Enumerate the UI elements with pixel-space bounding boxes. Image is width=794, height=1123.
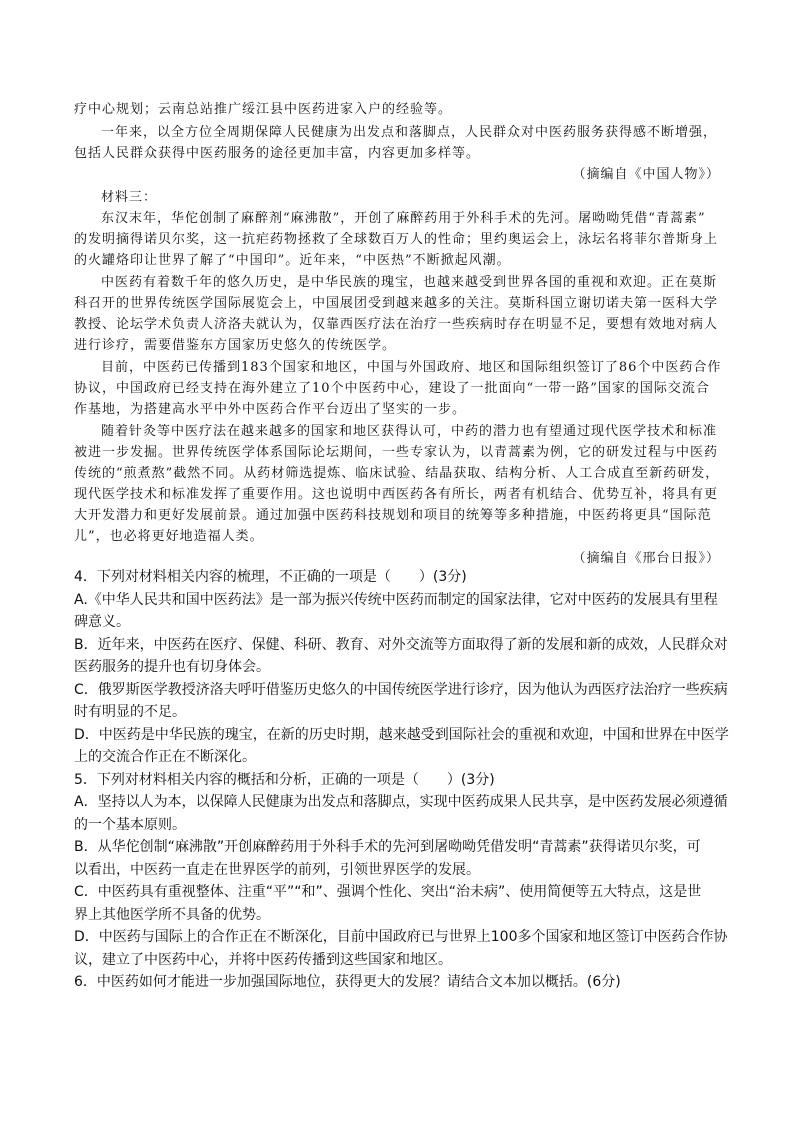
option-c: 界上其他医学所不具备的优势。 [74, 907, 270, 923]
passage-line: 中医药有着数千年的悠久历史，是中华民族的瑰宝，也越来越受到世界各国的重视和欢迎。正在莫斯 [101, 275, 718, 290]
option-b: B．近年来，中医药在医疗、保健、科研、教育、对外交流等方面取得了新的发展和新的成效，人民群众对 [74, 637, 728, 653]
passage-line: 包括人民群众获得中医药服务的途径更加丰富，内容更加多样等。 [74, 146, 481, 161]
option-b: 以看出，中医药一直走在世界医学的前列，引领世界医学的发展。 [74, 862, 480, 878]
passage-line: 教授、论坛学术负责人济洛夫就认为，仅靠西医疗法在治疗一些疾病时存在明显不足，要想有效地对病人 [74, 317, 719, 332]
option-b: B．从华佗创制“麻沸散”开创麻醉药用于外科手术的先河到屠呦呦凭借发明“青蒿素”获得诺贝尔奖，可 [74, 839, 701, 855]
passage-line: 一年来，以全方位全周期保障人民健康为出发点和落脚点，人民群众对中医药服务获得感不断增强， [101, 125, 718, 140]
option-d: D．中医药是中华民族的瑰宝，在新的历史时期，越来越受到国际社会的重视和欢迎，中国和世界在中医学 [74, 727, 729, 743]
material-title: 材料三： [101, 190, 158, 205]
passage-line: 疗中心规划；云南总站推广绥江县中医药进家入户的经验等。 [74, 102, 453, 117]
option-a: A.《中华人民共和国中医药法》是一部为振兴传统中医药而制定的国家法律，它对中医药的发展具有里程 [74, 592, 718, 608]
question-stem: 6．中医药如何才能进一步加强国际地位，获得更大的发展？请结合文本加以概括。(6分) [74, 974, 621, 990]
passage-line: 的火罐烙印让世界了解了“中国印”。近年来，“中医热”不断掀起风潮。 [74, 253, 511, 268]
option-a: A．坚持以人为本，以保障人民健康为出发点和落脚点，实现中医药成果人民共享，是中医药发展必须遵循 [74, 794, 728, 810]
source-citation: （摘编自《中国人物》） [572, 167, 720, 182]
passage-line: 科召开的世界传统医学国际展览会上，中国展团受到越来越多的关注。莫斯科国立谢切诺夫第一医科大学 [74, 296, 719, 311]
passage-line: 被进一步发掘。世界传统医学体系国际论坛期间，一些专家认为，以青蒿素为例，它的研发过程与中医药 [74, 445, 719, 460]
option-a: 碑意义。 [74, 614, 130, 630]
option-c: C．俄罗斯医学教授济洛夫呼吁借鉴历史悠久的中国传统医学进行诊疗，因为他认为西医疗法治疗一些疾病 [74, 682, 728, 698]
option-d: 议，建立了中医药中心，并将中医药传播到这些国家和地区。 [74, 952, 452, 968]
passage-line: 协议，中国政府已经支持在海外建立了10个中医药中心，建设了一批面向“一带一路”国家的国际交流合 [74, 381, 710, 396]
source-citation: （摘编自《邢台日报》） [572, 551, 720, 566]
option-c: C．中医药具有重视整体、注重“平”“和”、强调个性化、突出“治未病”、使用简便等五大特点，这是世 [74, 884, 702, 900]
option-c: 时有明显的不足。 [74, 704, 186, 720]
passage-line: 进行诊疗，需要借鉴东方国家历史悠久的传统医学。 [74, 338, 397, 353]
passage-line: 传统的“煎煮熬”截然不同。从药材筛选提炼、临床试验、结晶获取、结构分析、人工合成直至新药研发， [74, 466, 720, 481]
passage-line: 大开发潜力和更好发展前景。通过加强中医药科技规划和项目的统筹等多种措施，中医药将更具“国际范 [74, 508, 712, 523]
question-stem: 4．下列对材料相关内容的梳理，不正确的一项是（ ）(3分) [74, 569, 467, 585]
passage-line: 东汉末年，华佗创制了麻醉剂“麻沸散”，开创了麻醉药用于外科手术的先河。屠呦呦凭借“青蒿素” [101, 211, 706, 226]
passage-line: 随着针灸等中医疗法在越来越多的国家和地区获得认可，中药的潜力也有望通过现代医学技术和标准 [101, 424, 718, 439]
passage-line: 的发明摘得诺贝尔奖，这一抗疟药物拯救了全球数百万人的性命；里约奥运会上，泳坛名将菲尔普斯身上 [74, 232, 719, 247]
passage-line: 作基地，为搭建高水平中外中医药合作平台迈出了坚实的一步。 [74, 402, 467, 417]
option-d: 上的交流合作正在不断深化。 [74, 749, 256, 765]
option-a: 的一个基本原则。 [74, 817, 186, 833]
option-b: 医药服务的提升也有切身体会。 [74, 659, 270, 675]
passage-line: 儿”，也必将更好地造福人类。 [74, 529, 264, 544]
option-d: D．中医药与国际上的合作正在不断深化，目前中国政府已与世界上100多个国家和地区签订中医药合作协 [74, 929, 728, 945]
passage-line: 现代医学技术和标准发挥了重要作用。这也说明中西医药各有所长，两者有机结合、优势互补，将具有更 [74, 487, 719, 502]
question-stem: 5．下列对材料相关内容的概括和分析，正确的一项是（ ）(3分) [74, 772, 495, 788]
passage-line: 目前，中医药已传播到183个国家和地区，中国与外国政府、地区和国际组织签订了86个中医药合作 [101, 360, 722, 375]
